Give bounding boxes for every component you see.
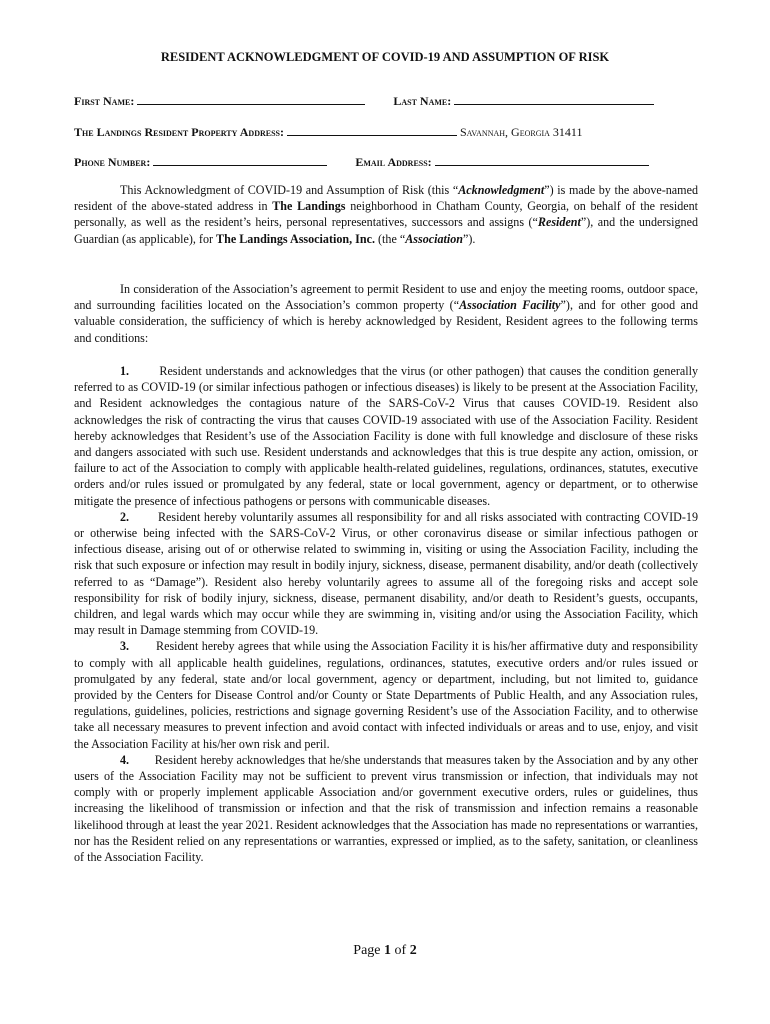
clause-text: Resident understands and acknowledges that the virus (or other pathogen) that causes the condition generally referred to as COVID-19 (or similar infectious pathogen or infectious diseases) is likely to be present at the Association Facility, and Resident acknowledges the contagious nature of the SARS-CoV-2 Virus that causes COVID-19. Resident also acknowledges the risk of contracting the virus that causes COVID-19 associated with use of the Association Facility. Resident hereby acknowledges that Resident’s use of the Association Facility is done with full knowledge and disclosure of these risks and dangers associated with such use. Resident understands and acknowledges that this is true despite any action, omission, or failure to act of the Association to comply with applicable health-related guidelines, regulations, ordinances, statutes, executive orders and/or rules issued or promulgated by any federal, state or local government, agency or department, or to otherwise mitigate the presence of infectious pathogens or persons with communicable diseases. bbox=[74, 364, 698, 508]
page-word: Page bbox=[353, 943, 381, 958]
phone-field[interactable] bbox=[153, 154, 327, 166]
last-name-field[interactable] bbox=[454, 93, 654, 105]
email-label: Email Address: bbox=[355, 155, 432, 169]
term-resident: Resident bbox=[537, 215, 581, 230]
contact-row bbox=[74, 154, 649, 170]
address-field[interactable] bbox=[287, 124, 457, 136]
clause-text: Resident hereby agrees that while using the Association Facility it is his/her affirmative duty and responsibility to comply with all applicable health guidelines, regulations, ordinances, statutes, executive orders and/or rules issued or promulgated by any federal, state and/or local government, agency or department, including, but not limited to, guidance provided by the Centers for Disease Control and/or County or State Departments of Public Health, and any Association rules, regulations, guidelines, policies, restrictions and signage governing Resident’s use of the Association Facility, and to otherwise take all necessary measures to prevent infection and avoid contact with infected individuals or areas and to use, enjoy, and visit the Association Facility at his/her own risk and peril. bbox=[74, 639, 698, 751]
clause-text: Resident hereby acknowledges that he/she understands that measures taken by the Association and by any other users of the Association Facility may not be sufficient to prevent virus transmission or infection, that individuals may not comply with or properly implement applicable Association and/or government executive orders, rules or guidelines, thus increasing the likelihood of transmission or infection and that the risk of transmission and infection remains a reasonable likelihood through at least the year 2021. Resident acknowledges that the Association has made no representations or warranties, nor has the Resident relied on any representations or warranties, expressed or implied, as to the safety, sanitation, or cleanliness of the Association Facility. bbox=[74, 752, 699, 865]
page-footer bbox=[0, 943, 770, 959]
clause-number: 3. bbox=[120, 639, 130, 654]
email-field[interactable] bbox=[435, 154, 649, 166]
clause-2 bbox=[74, 509, 698, 639]
of-word: of bbox=[394, 943, 407, 958]
page-total: 2 bbox=[409, 943, 417, 958]
first-name-label: First Name: bbox=[74, 94, 135, 108]
term-association-name: The Landings Association, Inc. bbox=[216, 231, 375, 246]
term-association-facility: Association Facility bbox=[459, 298, 561, 313]
address-label: The Landings Resident Property Address: bbox=[74, 125, 284, 139]
address-suffix: Savannah, Georgia 31411 bbox=[459, 125, 583, 139]
clause-4 bbox=[74, 752, 698, 865]
phone-label: Phone Number: bbox=[74, 155, 151, 169]
first-name-field[interactable] bbox=[137, 93, 365, 105]
clause-text: Resident hereby voluntarily assumes all responsibility for and all risks associated with contracting COVID-19 or otherwise being infected with the SARS-CoV-2 Virus, or other coronavirus disease or similar infectious pathogen or infectious disease, arising out of or otherwise related to swimming in, visiting or using the Association Facility, including the risk that such exposure or infection may result in bodily injury, sickness, disease, permanent disability, and/or death (collectively referred to as “Damage”). Resident also hereby voluntarily agrees to assume all of the foregoing risks and accept sole responsibility for risk of bodily injury, sickness, disease, permanent disability, and/or death to Resident’s guests, occupants, children, and legal wards which may occur while they are swimming in, visiting and/or using the Association Facility, which may result in Damage stemming from COVID-19. bbox=[74, 509, 698, 638]
clause-1 bbox=[74, 363, 698, 509]
clause-3 bbox=[74, 638, 698, 751]
term-acknowledgment: Acknowledgment bbox=[458, 183, 545, 197]
clause-number: 2. bbox=[120, 509, 130, 524]
clause-number: 4. bbox=[120, 752, 130, 767]
clauses bbox=[74, 363, 698, 865]
last-name-label: Last Name: bbox=[393, 94, 452, 108]
clause-number: 1. bbox=[120, 364, 130, 378]
intro-paragraph-2: In consideration of the Association’s agreement to permit Resident to use and enjoy the meeting rooms, outdoor space, and surrounding facilities located on the Association’s common property (“Association Facility”), and for other good and valuable consideration, the sufficiency of which is hereby acknowledged by Resident, Resident agrees to the following terms and conditions: bbox=[74, 282, 698, 345]
term-association: Association bbox=[405, 231, 464, 246]
term-the-landings: The Landings bbox=[272, 199, 346, 214]
document-title: RESIDENT ACKNOWLEDGMENT OF COVID-19 AND ASSUMPTION OF RISK bbox=[160, 50, 610, 64]
address-row bbox=[74, 124, 582, 140]
page-current: 1 bbox=[384, 943, 392, 958]
name-row bbox=[74, 93, 654, 109]
intro-paragraph-1: This Acknowledgment of COVID-19 and Assumption of Risk (this “Acknowledgment”) is made by the above-named resident of the above-stated address in The Landings neighborhood in Chatham County, Georgia, on behalf of the resident personally, as well as the resident’s heirs, personal representatives, successors and assigns (“Resident”), and the undersigned Guardian (as applicable), for The Landings Association, Inc. (the “Association”). bbox=[74, 183, 699, 246]
